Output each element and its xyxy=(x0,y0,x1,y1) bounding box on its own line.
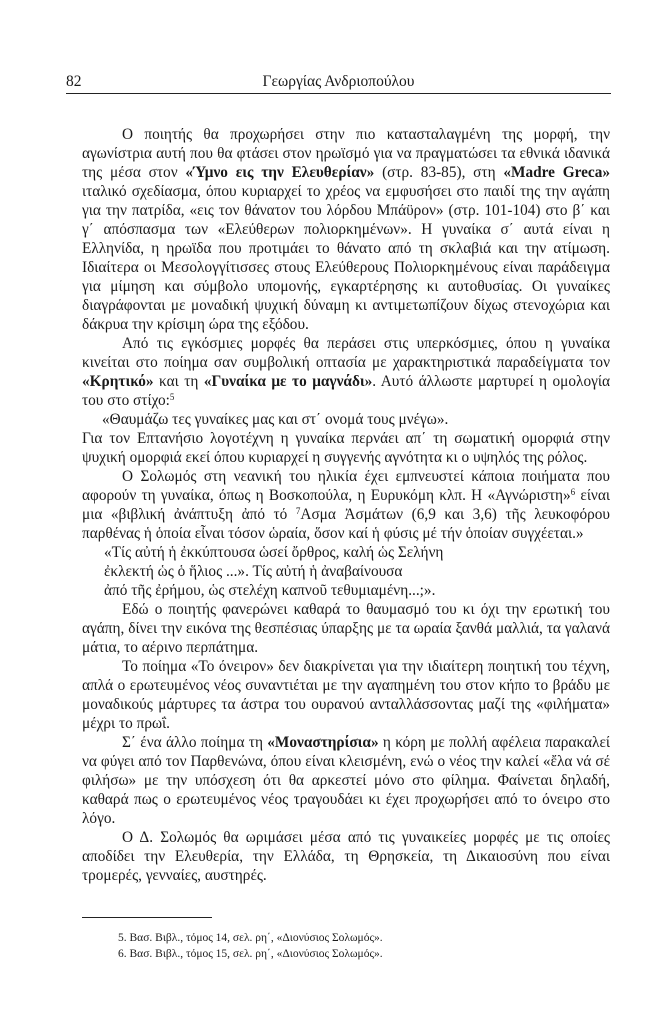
bold-title: «Γυναίκα με το μαγνάδι» xyxy=(203,373,373,390)
paragraph xyxy=(82,600,610,657)
text-run: Ο Δ. Σολωμός θα ωριμάσει μέσα από τις γυναικείες μορφές με τις οποίες αποδίδει την Ελευθερία, την Ελλάδα, τη Θρησκεία, τη Δικαιοσύνη που είναι τρομερές, γενναίες, αυστηρές. xyxy=(82,829,610,884)
footnote: 6. Βασ. Βιβλ., τόμος 15, σελ. ρη΄, «Διονύσιος Σολωμός». xyxy=(118,948,383,960)
footnote-separator xyxy=(82,917,212,918)
footnote-ref: 5 xyxy=(169,392,175,402)
paragraph xyxy=(82,125,610,334)
page-header xyxy=(66,71,611,94)
paragraph xyxy=(82,657,610,733)
quoted-verse-line xyxy=(82,581,610,600)
bold-title: «Ύμνο εις την Ελευθερίαν» xyxy=(185,164,375,181)
running-title: Γεωργίας Ανδριοπούλου xyxy=(262,73,415,90)
text-run: η κόρη με πολλή αφέλεια παρακαλεί να φύγει από τον Παρθενώνα, όπου είναι κλεισμένη, ενώ ο νέος την καλεί «ἔλα νά σέ φιλήσω» με την υπόσχεση ότι θα αρκεστεί μόνο στο φίλημα. Φαίνεται δηλαδή, καθαρά πως ο ερωτευμένος νέος τραγουδάει κι έχει προχωρήσει από το όνειρο στο λόγο. xyxy=(82,734,610,827)
quoted-verse-line xyxy=(82,543,610,562)
quoted-verse xyxy=(82,410,610,429)
bold-title: «Madre Greca» xyxy=(503,164,610,181)
paragraph xyxy=(82,467,610,543)
text-run: και τη xyxy=(153,373,204,390)
paragraph xyxy=(82,733,610,828)
footnote: 5. Βασ. Βιβλ., τόμος 14, σελ. ρη΄, «Διονύσιος Σολωμός». xyxy=(118,932,383,944)
paragraph xyxy=(82,429,610,467)
paragraph xyxy=(82,828,610,885)
bold-title: «Μοναστηρίσια» xyxy=(267,734,379,751)
text-run: . Αυτό άλλωστε μαρτυρεί η ομολογία του στο στίχο: xyxy=(82,373,610,409)
main-text xyxy=(82,125,610,885)
text-run: «Θαυμάζω τες γυναίκες μας και στ΄ ονομά τους μνέγω». xyxy=(102,411,449,428)
bold-title: «Κρητικό» xyxy=(82,373,154,390)
page-number: 82 xyxy=(66,73,82,90)
text-run: Ο Σολωμός στη νεανική του ηλικία έχει εμπνευστεί κάποια ποιήματα που αφορούν τη γυναίκα, όπως η Βοσκοπούλα, η Ευρυκόμη κλπ. Η «Αγνώριστη» xyxy=(82,468,610,504)
text-run: Ο ποιητής θα προχωρήσει στην πιο κατασταλαγμένη της μορφή, την αγωνίστρια αυτή που θα φτάσει στον ηρωϊσμό για να πραγματώσει τα εθνικά ιδανικά της μέσα στον xyxy=(82,126,610,181)
text-run: ἐκλεκτή ὡς ὁ ἥλιος ...». Τίς αὐτή ἡ ἀναβαίνουσα xyxy=(104,563,403,580)
text-run: «Τίς αὐτή ἡ ἐκκύπτουσα ὡσεί ὄρθρος, καλή ὡς Σελήνη xyxy=(104,544,444,561)
text-run: είναι μια «βιβλική ἀνάπτυξη ἀπό τό xyxy=(82,487,610,523)
footnote-ref: 6 xyxy=(570,487,576,497)
footnote-ref: 7 xyxy=(295,506,301,516)
quoted-verse-line xyxy=(82,562,610,581)
text-run: Ασμα Ἀσμάτων (6,9 και 3,6) τῆς λευκοφόρου παρθένας ἡ ὁποία εἶναι τόσον ὡραία, ὅσον καί ἡ φύσις μέ τήν ὁποίαν συγχέεται.» xyxy=(82,506,610,542)
paragraph xyxy=(82,334,610,410)
text-run: (στρ. 83-85), στη xyxy=(374,164,504,181)
text-run: ιταλικό σχεδίασμα, όπου κυριαρχεί το χρέος να εμφυσήσει στο παιδί της την αγάπη για την πατρίδα, «εις τον θάνατον του λόρδου Μπάϋρον» (στρ. 101-104) στο β΄ και γ΄ απόσπασμα των «Ελεύθερων πολιορκημένων». Η γυναίκα σ΄ αυτά είναι η Ελληνίδα, η ηρωϊδα που προτιμάει το θάνατο από τη σκλαβιά και την ατίμωση. Ιδιαίτερα οι Μεσολογγίτισσες στους Ελεύθερους Πολιορκημένους είναι παράδειγμα για μίμηση και σύμβολο υπομονής, εγκαρτέρησης κι αυτοθυσίας. Οι γυναίκες διαγράφονται με μοναδική ψυχική δύναμη κι αντιμετωπίζουν δίχως στενοχώρια και δάκρυα την κρίσιμη ώρα της εξόδου. xyxy=(82,183,610,333)
footnotes xyxy=(118,930,598,962)
text-run: Εδώ ο ποιητής φανερώνει καθαρά το θαυμασμό του κι όχι την ερωτική του αγάπη, δίνει την εικόνα της θεσπέσιας ύπαρξης με τα ωραία ξανθά μαλλιά, τα γαλανά μάτια, το αέρινο περπάτημα. xyxy=(82,601,610,656)
text-run: Το ποίημα «Το όνειρον» δεν διακρίνεται για την ιδιαίτερη ποιητική του τέχνη, απλά ο ερωτευμένος νέος συναντιέται με την αγαπημένη του στον κήπο το βράδυ με μοναδικούς μάρτυρες τα άστρα του ουρανού ανταλλάσσοντας μαζί της «φιλήματα» μέχρι το πρωΐ. xyxy=(82,658,610,732)
text-run: Σ΄ ένα άλλο ποίημα τη xyxy=(122,734,268,751)
text-run: Από τις εγκόσμιες μορφές θα περάσει στις υπερκόσμιες, όπου η γυναίκα κινείται στο ποίημα σαν συμβολική οπτασία με χαρακτηριστικά παραδείγματα τον xyxy=(82,335,610,371)
text-run: ἀπό τῆς ἐρήμου, ὡς στελέχη καπνοῦ τεθυμιαμένη...;». xyxy=(104,582,436,599)
text-run: Για τον Επτανήσιο λογοτέχνη η γυναίκα περνάει απ΄ τη σωματική ομορφιά στην ψυχική ομορφιά εκεί όπου κυριαρχεί η συγγενής αγνότητα κι ο υψηλός της ρόλος. xyxy=(82,430,610,466)
